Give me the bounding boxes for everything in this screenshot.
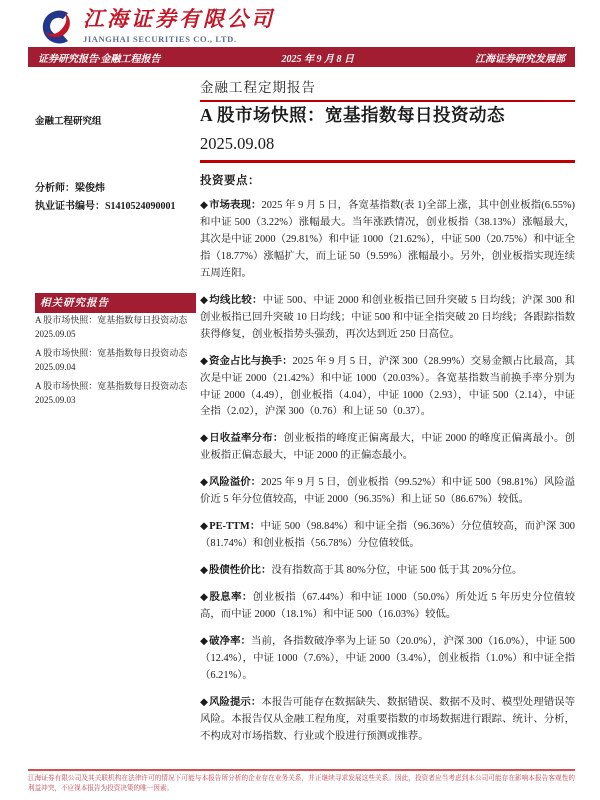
bullet-moving-average	[200, 293, 575, 344]
bullet-label: 日收益率分布：	[209, 433, 284, 445]
bullet-market-performance	[200, 198, 575, 283]
bullet-text: 创业板指（67.44%）和中证 1000（50.0%）所处近 5 年历史分位值较高，而中证 2000（18.1%）和中证 500（16.03%）较低。	[200, 592, 575, 621]
page-title: A 股市场快照：宽基指数每日投资动态	[200, 105, 506, 125]
bullet-risk-warning	[200, 695, 575, 746]
diamond-bullet-icon: ◆	[200, 565, 208, 577]
analyst-certificate: 执业证书编号：S1410524090001	[35, 201, 176, 212]
bullet-break-net-ratio	[200, 634, 575, 685]
diamond-bullet-icon: ◆	[200, 636, 209, 648]
bullet-daily-return-distribution	[200, 431, 575, 465]
company-name-cn: 江海证券有限公司	[83, 7, 275, 31]
bullet-text: 当前，各指数破净率为上证 50（20.0%），沪深 300（16.0%），中证 500（12.4%），中证 1000（7.6%），中证 2000（3.4%），创业板指（1.0%）和中证全指（6.21%）。	[200, 636, 576, 681]
related-report-link[interactable]: A 股市场快照：宽基指数每日投资动态 2025.09.04	[35, 347, 188, 372]
bullet-pe-ttm	[200, 519, 575, 553]
bullet-text: 没有指数高于其 80%分位，中证 500 低于其 20%分位。	[271, 565, 523, 577]
related-report-link[interactable]: A 股市场快照：宽基指数每日投资动态 2025.09.03	[35, 380, 188, 405]
diamond-bullet-icon: ◆	[200, 200, 209, 211]
jianghai-logo-icon	[34, 8, 76, 46]
diamond-bullet-icon: ◆	[200, 355, 209, 367]
bullet-equity-bond-ratio	[200, 563, 575, 580]
bullet-risk-premium	[200, 475, 575, 509]
analyst-name: 分析师：梁俊炜	[35, 183, 105, 194]
bullet-text: 创业板指的峰度正偏离最大，中证 2000 的峰度正偏离最小。创业板指正偏态最大，中证 2000 的正偏态最小。	[200, 433, 575, 462]
bullet-label: 资金占比与换手：	[209, 355, 293, 367]
research-group-label: 金融工程研究组	[35, 117, 102, 127]
bullet-text: 中证 500、中证 2000 和创业板指已回升突破 5 日均线；沪深 300 和创业板指已回升突破 10 日均线；中证 500 和中证全指突破 20 日均线；各跟踪指数获得修复，创业板指势头强劲，再次达到近 250 日高位。	[200, 294, 575, 340]
related-research-header: 相关研究报告	[35, 293, 196, 313]
report-date-label: 2025 年 9 月 8 日	[281, 53, 354, 65]
bullet-label: PE-TTM：	[209, 521, 261, 533]
brand-text	[83, 8, 275, 44]
report-type-label: 证券研究报告·金融工程报告	[38, 53, 161, 65]
related-research-list	[35, 314, 198, 413]
company-name-en: JIANGHAI SECURITIES CO., LTD.	[83, 34, 237, 45]
bullet-text: 中证 500（98.84%）和中证全指（96.36%）分位值较高，而沪深 300（81.74%）和创业板指（56.78%）分位值较低。	[200, 521, 576, 550]
bullet-label: 风险溢价：	[209, 477, 262, 489]
page-date: 2025.09.08	[200, 133, 275, 153]
diamond-bullet-icon: ◆	[200, 696, 209, 708]
department-label: 江海证券研究发展部	[475, 53, 565, 65]
diamond-bullet-icon: ◆	[200, 294, 209, 306]
title-block	[200, 104, 575, 163]
diamond-bullet-icon: ◆	[200, 521, 209, 533]
bullet-label: 股息率：	[209, 592, 253, 604]
summary-title: 投资要点：	[200, 175, 260, 187]
bullet-label: 市场表现：	[209, 200, 262, 211]
bullet-label: 破净率：	[209, 636, 252, 648]
report-category: 金融工程定期报告	[200, 76, 575, 102]
diamond-bullet-icon: ◆	[200, 477, 209, 489]
diamond-bullet-icon: ◆	[200, 592, 209, 604]
bullet-label: 风险提示：	[209, 696, 262, 708]
bullet-label: 均线比较：	[209, 294, 263, 306]
main-content	[200, 172, 575, 756]
analyst-block	[35, 180, 176, 216]
bullet-text: 2025 年 9 月 5 日，沪深 300（28.99%）交易金额占比最高，其次是中证 2000（21.42%）和中证 1000（20.03%）。各宽基指数当前换手率分别为中证 2000（4.49），创业板指（4.04），中证 1000（2.93），中证 500（2.14），中证全指（2.02），沪深 300（0.76）和上证 50（0.37）。	[200, 355, 575, 418]
bullet-dividend-yield	[200, 590, 575, 624]
bullet-text: 2025 年 9 月 5 日，创业板指（99.52%）和中证 500（98.81%）风险溢价近 5 年分位值较高，中证 2000（96.35%）和上证 50（86.67%）较低。	[200, 477, 575, 506]
bullet-text: 2025 年 9 月 5 日，各宽基指数(表 1)全部上涨，其中创业板指(6.55%)和中证 500（3.22%）涨幅最大。当年涨跌情况，创业板指（38.13%）涨幅最大，其次是中证 2000（29.81%）和中证 1000（21.62%），中证 500（20.75%）和中证全指（18.77%）涨幅扩大，而上证 50（9.59%）涨幅最小。另外，创业板指实现连续五周连阳。	[200, 200, 576, 279]
footer-disclaimer: 江海证券有限公司及其关联机构在法律许可的情况下可能与本报告所分析的企业存在业务关系，并正继续寻求发展这些关系。因此，投资者应当考虑到本公司可能存在影响本报告客观性的利益冲突，不应视本报告为投资决策的唯一因素。	[28, 769, 575, 794]
diamond-bullet-icon: ◆	[200, 433, 209, 445]
bullet-volume-turnover	[200, 354, 575, 422]
related-report-link[interactable]: A 股市场快照：宽基指数每日投资动态 2025.09.05	[35, 315, 188, 339]
company-logo	[34, 8, 275, 46]
bullet-text: 本报告可能存在数据缺失、数据错误、数据不及时、模型处理错误等风险。本报告仅从金融工程角度，对重要指数的市场数据进行跟踪、统计、分析，不构成对市场指数、行业或个股进行预测或推荐。	[200, 696, 576, 742]
bullet-label: 股债性价比：	[209, 565, 272, 577]
report-type-bar	[28, 47, 575, 67]
